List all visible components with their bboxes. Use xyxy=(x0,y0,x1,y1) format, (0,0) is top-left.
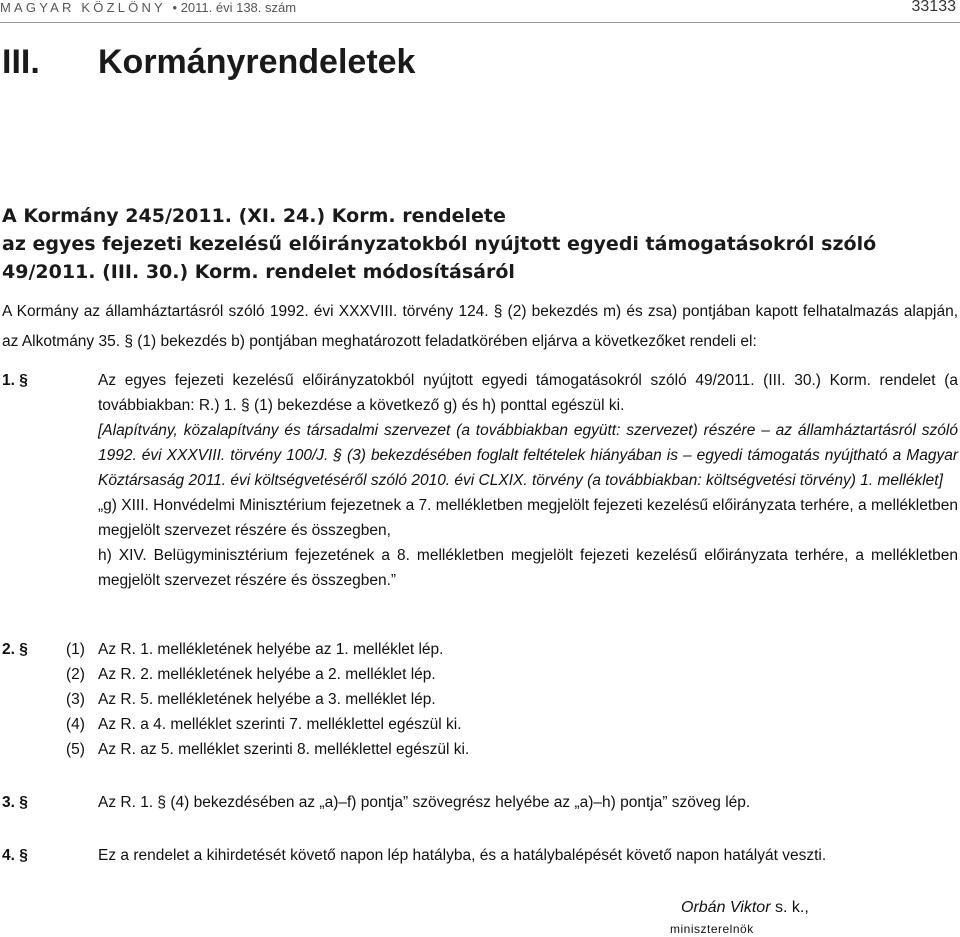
header-divider xyxy=(0,22,960,23)
section-2-paragraph xyxy=(2,712,902,737)
signature-suffix: s. k., xyxy=(770,899,809,916)
section-2-paragraph xyxy=(2,662,902,687)
section-1 xyxy=(2,368,958,593)
running-header xyxy=(0,0,296,15)
paragraph-text: Az R. 2. mellékletének helyébe a 2. melléklet lép. xyxy=(98,666,436,683)
paragraph-text: Az R. 5. mellékletének helyébe a 3. melléklet lép. xyxy=(98,691,436,708)
decree-title xyxy=(2,202,952,286)
signature xyxy=(681,899,809,917)
signatory-role: miniszterelnök xyxy=(670,922,754,936)
paragraph-text: Az R. 1. mellékletének helyébe az 1. melléklet lép. xyxy=(98,641,444,658)
paragraph-number: (4) xyxy=(66,716,85,733)
section-2-paragraph xyxy=(2,637,902,662)
decree-title-line: A Kormány 245/2011. (XI. 24.) Korm. rendelete xyxy=(2,205,506,227)
section-4-row xyxy=(2,843,902,868)
paragraph-number: (3) xyxy=(66,691,85,708)
section-4 xyxy=(2,843,902,868)
chapter-heading xyxy=(2,43,415,82)
section-2 xyxy=(2,637,902,762)
section-1-item-h: h) XIV. Belügyminisztérium fejezetének a 8. mellékletben megjelölt fejezeti kezelésű előirányzata terhére, a mellékletben megjelölt szervezet részére és összegben.” xyxy=(98,547,958,589)
section-1-intro: Az egyes fejezeti kezelésű előirányzatokból nyújtott egyedi támogatásokról szóló 49/2011. (III. 30.) Korm. rendelet (a továbbiakban: R.) 1. § (1) bekezdése a következő g) és h) ponttal egészül ki. xyxy=(98,372,958,414)
decree-title-line: az egyes fejezeti kezelésű előirányzatokból nyújtott egyedi támogatásokról szóló xyxy=(2,233,877,255)
chapter-title: Kormányrendeletek xyxy=(98,43,416,81)
paragraph-number: (2) xyxy=(66,666,85,683)
paragraph-text: Az R. a 4. melléklet szerinti 7. melléklettel egészül ki. xyxy=(98,716,462,733)
chapter-number: III. xyxy=(2,43,40,81)
journal-name: MAGYAR KÖZLÖNY xyxy=(0,0,166,15)
section-2-paragraph xyxy=(2,737,902,762)
paragraph-text: Az R. az 5. melléklet szerinti 8. melléklettel egészül ki. xyxy=(98,741,470,758)
section-number: 1. § xyxy=(2,372,28,389)
section-3-row xyxy=(2,790,902,815)
section-2-paragraph xyxy=(2,687,902,712)
section-number: 4. § xyxy=(2,847,28,864)
header-bullet: • xyxy=(172,0,178,15)
signatory-name: Orbán Viktor xyxy=(681,899,771,916)
preamble: A Kormány az államháztartásról szóló 1992. évi XXXVIII. törvény 124. § (2) bekezdés m) és zsa) pontjában kapott felhatalmazás alapján, az Alkotmány 35. § (1) bekezdés b) pontjában meghatározott feladatkörében eljárva a következőket rendeli el: xyxy=(2,303,958,350)
section-4-text: Ez a rendelet a kihirdetését követő napon lép hatályba, és a hatálybalépését követő napon hatályát veszti. xyxy=(98,847,827,864)
decree-title-line: 49/2011. (III. 30.) Korm. rendelet módosításáról xyxy=(2,261,515,283)
section-number: 2. § xyxy=(2,641,28,658)
section-3-text: Az R. 1. § (4) bekezdésében az „a)–f) pontja” szövegrész helyébe az „a)–h) pontja” szöveg lép. xyxy=(98,794,751,811)
section-1-item-g: „g) XIII. Honvédelmi Minisztérium fejezetnek a 7. mellékletben megjelölt fejezeti kezelésű előirányzata terhére, a mellékletben megjelölt szervezet részére és összegben, xyxy=(98,497,958,539)
section-number: 3. § xyxy=(2,794,28,811)
issue-label: 2011. évi 138. szám xyxy=(180,0,297,15)
section-1-context: [Alapítvány, közalapítvány és társadalmi szervezet (a továbbiakban együtt: szervezet) részére – az államháztartásról szóló 1992. évi XXXVIII. törvény 100/J. § (3) bekezdésében foglalt feltételek hiányában is – egyedi támogatás nyújtható a Magyar Köztársaság 2011. évi költségvetéséről szóló 2010. évi CLXIX. törvény (a továbbiakban: költségvetési törvény) 1. melléklet] xyxy=(98,422,958,489)
section-3 xyxy=(2,790,902,815)
paragraph-number: (1) xyxy=(66,641,85,658)
page-number: 33133 xyxy=(911,0,956,15)
paragraph-number: (5) xyxy=(66,741,85,758)
